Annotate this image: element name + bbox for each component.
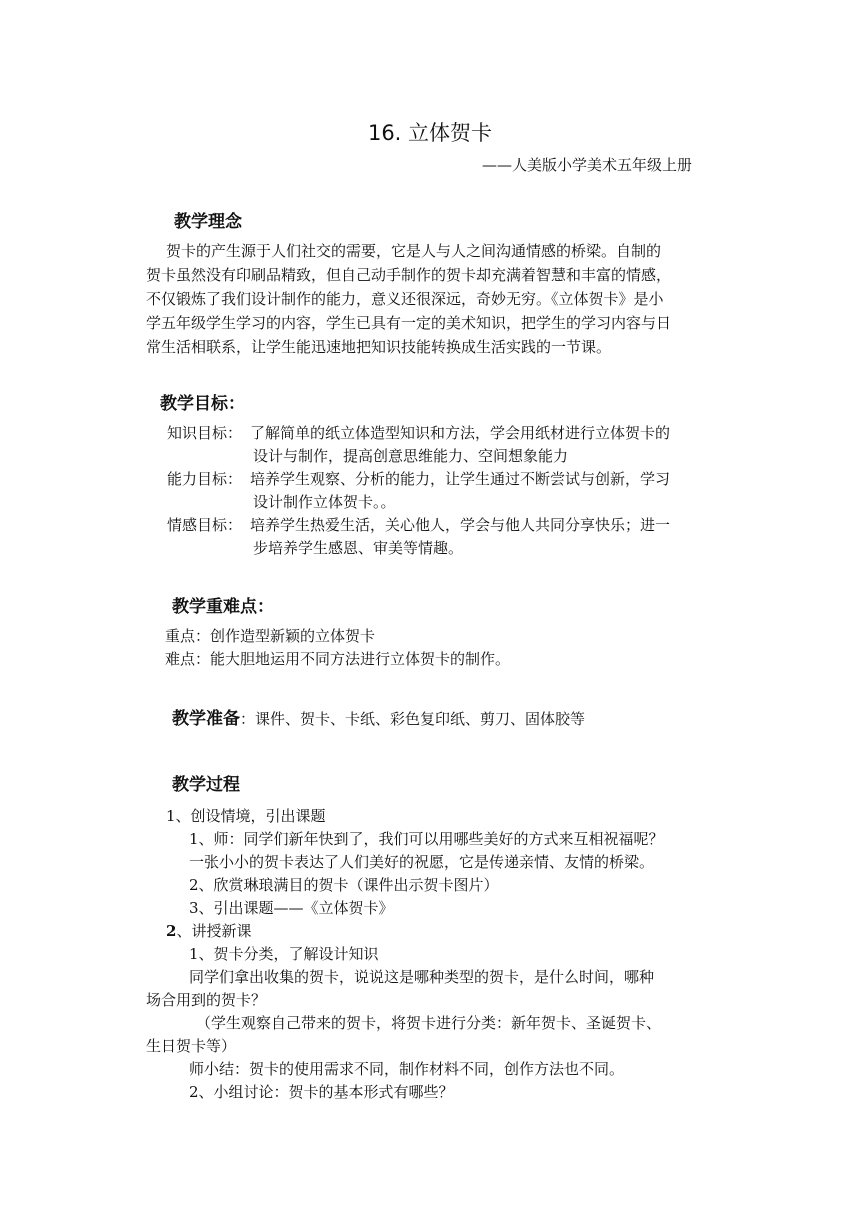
goal-label: 情感目标：: [167, 516, 243, 534]
prep-text: ：课件、贺卡、卡纸、彩色复印纸、剪刀、固体胶等: [240, 710, 586, 728]
process-observation: （学生观察自己带来的贺卡，将贺卡进行分类：新年贺卡、圣诞贺卡、: [196, 1014, 662, 1032]
goal-label: 能力目标：: [167, 470, 243, 488]
process-step-1-1-cont: 一张小小的贺卡表达了人们美好的祝愿，它是传递亲情、友情的桥梁。: [189, 853, 655, 871]
philosophy-line-1: 贺卡的产生源于人们社交的需要，它是人与人之间沟通情感的桥梁。自制的: [166, 242, 662, 260]
process-step-1: 1、创设情境，引出课题: [166, 807, 326, 825]
process-step-1-3: 3、引出课题——《立体贺卡》: [189, 899, 394, 917]
goal-text: 了解简单的纸立体造型知识和方法，学会用纸材进行立体贺卡的: [250, 424, 671, 442]
philosophy-line-2: 贺卡虽然没有印刷品精致，但自己动手制作的贺卡却充满着智慧和丰富的情感，: [146, 266, 672, 284]
prep-heading: 教学准备: [172, 709, 240, 729]
goal-text-cont: 设计制作立体贺卡。。: [253, 493, 396, 511]
process-heading: 教学过程: [172, 775, 240, 795]
focus-point: 重点：创作造型新颖的立体贺卡: [165, 627, 376, 645]
difficulty-point: 难点：能大胆地运用不同方法进行立体贺卡的制作。: [165, 650, 511, 668]
goals-heading: 教学目标：: [160, 394, 245, 414]
goal-text-cont: 设计与制作，提高创意思维能力、空间想象能力: [253, 447, 569, 465]
process-step-2-1: 1、贺卡分类，了解设计知识: [189, 945, 379, 963]
process-step-1-1: 1、师：同学们新年快到了，我们可以用哪些美好的方式来互相祝福呢？: [189, 830, 664, 848]
process-summary: 师小结：贺卡的使用需求不同，制作材料不同，创作方法也不同。: [189, 1060, 625, 1078]
process-step-2: [166, 920, 251, 941]
philosophy-heading: 教学理念: [174, 212, 242, 232]
process-step-2-2: 2、小组讨论：贺卡的基本形式有哪些？: [189, 1083, 454, 1101]
process-question: 同学们拿出收集的贺卡，说说这是哪种类型的贺卡，是什么时间，哪种: [189, 968, 655, 986]
prep-row: [172, 704, 585, 729]
philosophy-line-4: 学五年级学生学习的内容，学生已具有一定的美术知识，把学生的学习内容与日: [146, 314, 672, 332]
process-step-2-label: 、讲授新课: [176, 922, 252, 940]
process-step-1-2: 2、欣赏琳琅满目的贺卡（课件出示贺卡图片）: [189, 876, 499, 894]
doc-subtitle: ——人美版小学美术五年级上册: [482, 156, 693, 174]
philosophy-line-3: 不仅锻炼了我们设计制作的能力，意义还很深远，奇妙无穷。《立体贺卡》是小: [146, 290, 664, 308]
goal-label: 知识目标：: [167, 424, 243, 442]
goal-text: 培养学生观察、分析的能力，让学生通过不断尝试与创新，学习: [250, 470, 671, 488]
philosophy-line-5: 常生活相联系，让学生能迅速地把知识技能转换成生活实践的一节课。: [146, 338, 612, 356]
process-observation-cont: 生日贺卡等）: [146, 1037, 237, 1055]
keypoints-heading: 教学重难点：: [172, 597, 274, 617]
process-question-cont: 场合用到的贺卡？: [146, 991, 267, 1009]
process-step-2-number: 2: [166, 922, 177, 940]
doc-title: 16. 立体贺卡: [367, 121, 493, 145]
goal-text: 培养学生热爱生活，关心他人，学会与他人共同分享快乐；进一: [250, 516, 671, 534]
goal-text-cont: 步培养学生感恩、审美等情趣。: [253, 539, 464, 557]
